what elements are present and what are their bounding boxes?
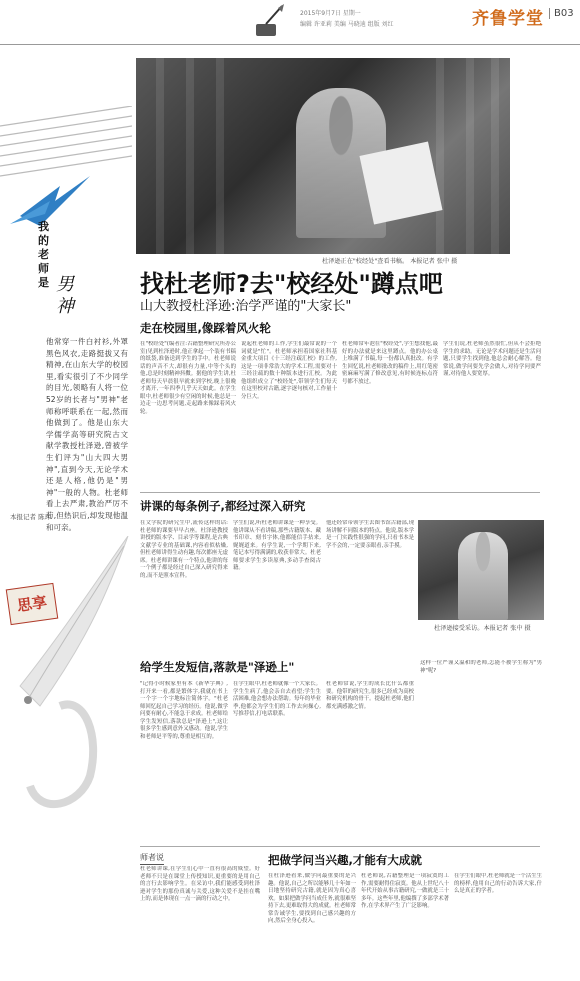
section1-col3: 杜老师常年泡在"校经处",学生想找他,最好的办法就是来这里蹲点。他的办公桌上堆满了书稿,每一份都认真批改。有学生回忆说,杜老师批改的稿件上,用红笔密密麻麻写满了修改意见,有时候连标点符号都不放过。	[342, 341, 438, 385]
section3-title: 给学生发短信,落款是"泽逊上"	[140, 660, 295, 674]
feather-quill-icon	[0, 536, 132, 836]
section-divider-2	[140, 846, 540, 847]
svg-text:师: 师	[38, 262, 49, 275]
editor-text: 杜老师讲课,在学生们心中一直有很高的威望。好老师不只是在课堂上传授知识,更重要的是用自己的言行去影响学生。在采访中,我们能感受到杜泽逊对学生的那份真诚与关爱,这种关爱不是挂在嘴上的,而是体现在一点一滴的行动之中。	[140, 866, 260, 903]
section-divider	[140, 492, 540, 493]
section4-col3: 在学生们眼中,杜老师就是一个活生生的榜样,他用自己的行动告诉大家,什么是真正的学者。	[454, 873, 542, 895]
svg-text:的: 的	[38, 234, 49, 247]
section-name: 齐鲁学堂	[472, 9, 544, 29]
section3-col3: 杜老师常说,学生的成长比什么都重要。他带的研究生,很多已经成为高校和研究机构的骨干。提起杜老师,他们都充满感激之情。	[326, 681, 414, 710]
section1-col2: 说起杜老师的工作,学生们最常说的一个词就是"忙"。杜老师承担着国家社科基金重大项目《十三经注疏汇校》的工作,这是一项非常浩大的学术工程,需要对十三经注疏的数十种版本进行汇校。为此他组织成立了"校经处",带领学生们每天在这里校对古籍,逐字逐句核对,工作量十分巨大。	[241, 341, 337, 400]
header-divider	[0, 44, 580, 45]
editor-label: 师者说	[140, 852, 164, 865]
svg-text:我: 我	[38, 220, 49, 233]
sixiang-badge: 思享	[6, 583, 59, 625]
section2-col3: 他还经常带领学生去图书馆古籍部,现场讲解不同版本的特点。他说,版本学是一门实践性很强的学问,只看书本是学不会的,一定要亲眼看,亲手摸。	[326, 520, 414, 549]
photo2-caption: 杜泽逊接受采访。本报记者 张中 摄	[434, 625, 531, 632]
section2-title: 讲课的每条例子,都经过深入研究	[140, 499, 306, 513]
header-meta	[300, 8, 460, 30]
section4-col1: 在杜泽逊看来,做学问最重要的是兴趣。他说,自己之所以能够几十年如一日地坚持研究古籍,就是因为真心喜欢。如果把做学问当成任务,就很难坚持下去,更难取得大的成就。杜老师常常告诫学生,要找到自己感兴趣的方向,然后全身心投入。	[268, 873, 356, 925]
quill-pen-icon	[248, 4, 288, 38]
photo2-person-figure	[458, 532, 508, 620]
section3-col1: "记得小时候家里有本《新华字典》,打开来一看,都是繁体字,我就在书上一个字一个字地标注简体字。"杜老师回忆起自己学习的经历。他说,做学问要有耐心,不能急于求成。杜老师给学生发短信,落款总是"泽逊上",这让很多学生感到意外又感动。他说,学生和老师是平等的,尊重是相互的。	[140, 681, 228, 740]
section1-col4: 学生们说,杜老师虽然很忙,但从不会拒绝学生的求助。无论是学术问题还是生活问题,只要学生找到他,他总会耐心解答。他常说,做学问要先学会做人,对待学问要严谨,对待他人要宽厚。	[443, 341, 541, 378]
interview-photo	[418, 520, 544, 620]
sidebar-author: 本报记者 陈玮	[10, 513, 52, 521]
section4-col2: 杜老师说,古籍整理是一项寂寞的工作,需要耐得住寂寞。他从上世纪八十年代开始从事古籍研究,一做就是三十多年。这些年里,他编撰了多部学术著作,在学术界产生了广泛影响。	[361, 873, 449, 910]
svg-text:神: 神	[56, 296, 74, 317]
header-date: 2015年9月7日 星期一	[300, 10, 361, 17]
teacher-tag-icon	[20, 216, 86, 336]
header-editors: 编辑 许亚莉 美编 马晓迪 组版 刘红	[300, 21, 394, 28]
headline: 找杜老师?去"校经处"蹲点吧	[140, 270, 443, 298]
section3-col4: 这样一位严谨又温和的老师,怎能不被学生称为"男神"呢?	[420, 660, 542, 674]
svg-text:男: 男	[56, 274, 74, 295]
page-number: B03	[549, 8, 574, 19]
section2-col1: 在文学院的研究生中,流传这样的话:杜老师的课要早早占座。杜泽逊教授讲授的版本学、目录学等课程,是古典文献学专业的基础课,内容看似枯燥,但杜老师讲得生动有趣,每次都座无虚席。杜老师讲课有一个特点,他讲的每一个例子都是经过自己深入研究得来的,而不是照本宣科。	[140, 520, 228, 579]
subheadline: 山大教授杜泽逊:治学严谨的"大家长"	[140, 299, 352, 314]
svg-text:老: 老	[38, 248, 49, 261]
section4-title: 把做学问当兴趣,才能有大成就	[268, 853, 422, 867]
section1-col1: 在"校经处"(编者注:古籍整理研究所办公室)见到杜泽逊时,他正拿起一个装有书稿的纸袋,准备送到学生的手中。杜老师说话的声音不大,却很有力量,中等个头的他,总是时刻精神抖擞。据他的学生讲,杜老师每天早晨很早就来到学校,晚上很晚才离开,一年四季几乎天天如此。在学生眼中,杜老师很少有空闲的时候,他总是一边走一边思考问题,走起路来像踩着风火轮。	[140, 341, 236, 415]
section2-col2: 学生们说,听杜老师讲课是一种享受。他讲课从不看讲稿,那些古籍版本、藏书印章、刻书字体,他都能信手拈来,娓娓道来。有学生说,一个学期下来,笔记本写得满满的,收获非常大。杜老师要求学生多读原典,多动手查阅古籍。	[233, 520, 321, 572]
sidebar	[0, 46, 132, 981]
svg-text:是: 是	[38, 276, 49, 289]
section3-col2: 在学生眼中,杜老师就像一个大家长。学生生病了,他会亲自去看望;学生生活困难,他会想办法帮助。每年的毕业季,他都会为学生们的工作去向操心,写推荐信,打电话联系。	[233, 681, 321, 718]
section1-title: 走在校园里,像踩着风火轮	[140, 321, 271, 335]
main-photo	[136, 58, 510, 254]
photo1-caption: 杜泽逊正在"校经处"查看书稿。 本报记者 张中 摄	[322, 258, 458, 265]
sidebar-intro: 他常穿一件白衬衫,外罩黑色风衣,走路挺拔又有精神,在山东大学的校园里,看实很引了不少同学的目光,领略有人将一位52岁的长者与"男神"老师称呼联系在一起,然而他做到了。他是山东大学儒学高等研究院古文献学教授杜泽逊,曾被学生们评为"山大四大男神",直到今天,无论学术还是人格,他仍是"男神"一般的人物。杜老师看上去严肃,教治严厉不苟,但热识后,却发现他温和可亲。	[46, 337, 128, 532]
